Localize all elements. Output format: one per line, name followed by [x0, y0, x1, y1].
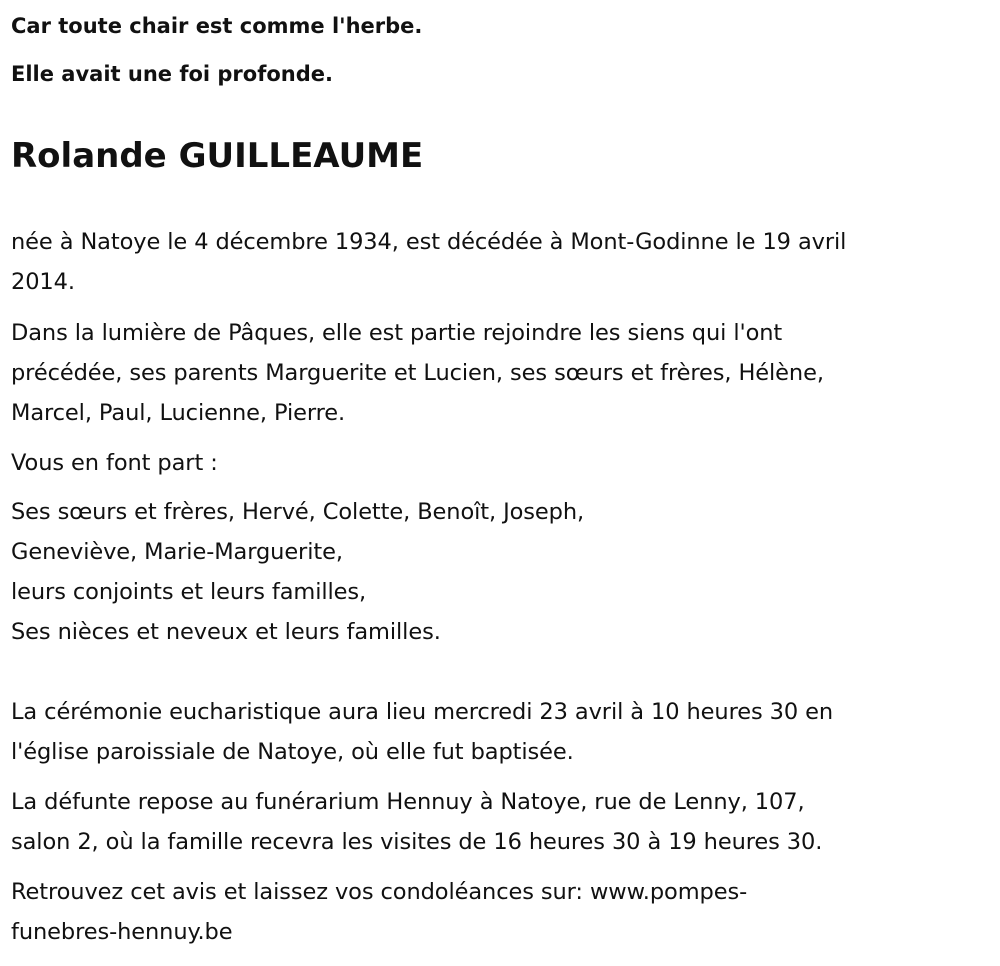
family-line: leurs conjoints et leurs familles,	[11, 579, 367, 605]
announcement-paragraph	[11, 443, 995, 483]
online-line: funebres-hennuy.be	[11, 919, 233, 945]
online-line: Retrouvez cet avis et laissez vos condoléances sur: www.pompes-	[11, 879, 748, 905]
rest-paragraph	[11, 782, 995, 862]
easter-line: précédée, ses parents Marguerite et Lucien, ses sœurs et frères, Hélène,	[11, 360, 824, 386]
family-line: Ses sœurs et frères, Hervé, Colette, Benoît, Joseph,	[11, 499, 585, 525]
announcement-line: Vous en font part :	[11, 450, 218, 476]
easter-line: Dans la lumière de Pâques, elle est partie rejoindre les siens qui l'ont	[11, 320, 783, 346]
family-line: Ses nièces et neveux et leurs familles.	[11, 619, 441, 645]
deceased-name: Rolande GUILLEAUME	[11, 136, 424, 176]
family-list	[11, 492, 995, 652]
ceremony-paragraph	[11, 692, 995, 772]
rest-line: La défunte repose au funérarium Hennuy à Natoye, rue de Lenny, 107,	[11, 789, 805, 815]
verse-line-1: Car toute chair est comme l'herbe.	[11, 14, 423, 38]
easter-paragraph	[11, 313, 995, 433]
birth-death-line: 2014.	[11, 269, 75, 295]
ceremony-line: La cérémonie eucharistique aura lieu mercredi 23 avril à 10 heures 30 en	[11, 699, 834, 725]
birth-death-line: née à Natoye le 4 décembre 1934, est décédée à Mont-Godinne le 19 avril	[11, 229, 847, 255]
verse-line-2: Elle avait une foi profonde.	[11, 62, 333, 86]
ceremony-line: l'église paroissiale de Natoye, où elle fut baptisée.	[11, 739, 574, 765]
birth-death-paragraph	[11, 222, 995, 302]
family-line: Geneviève, Marie-Marguerite,	[11, 539, 343, 565]
online-paragraph	[11, 872, 995, 952]
rest-line: salon 2, où la famille recevra les visites de 16 heures 30 à 19 heures 30.	[11, 829, 823, 855]
easter-line: Marcel, Paul, Lucienne, Pierre.	[11, 400, 346, 426]
